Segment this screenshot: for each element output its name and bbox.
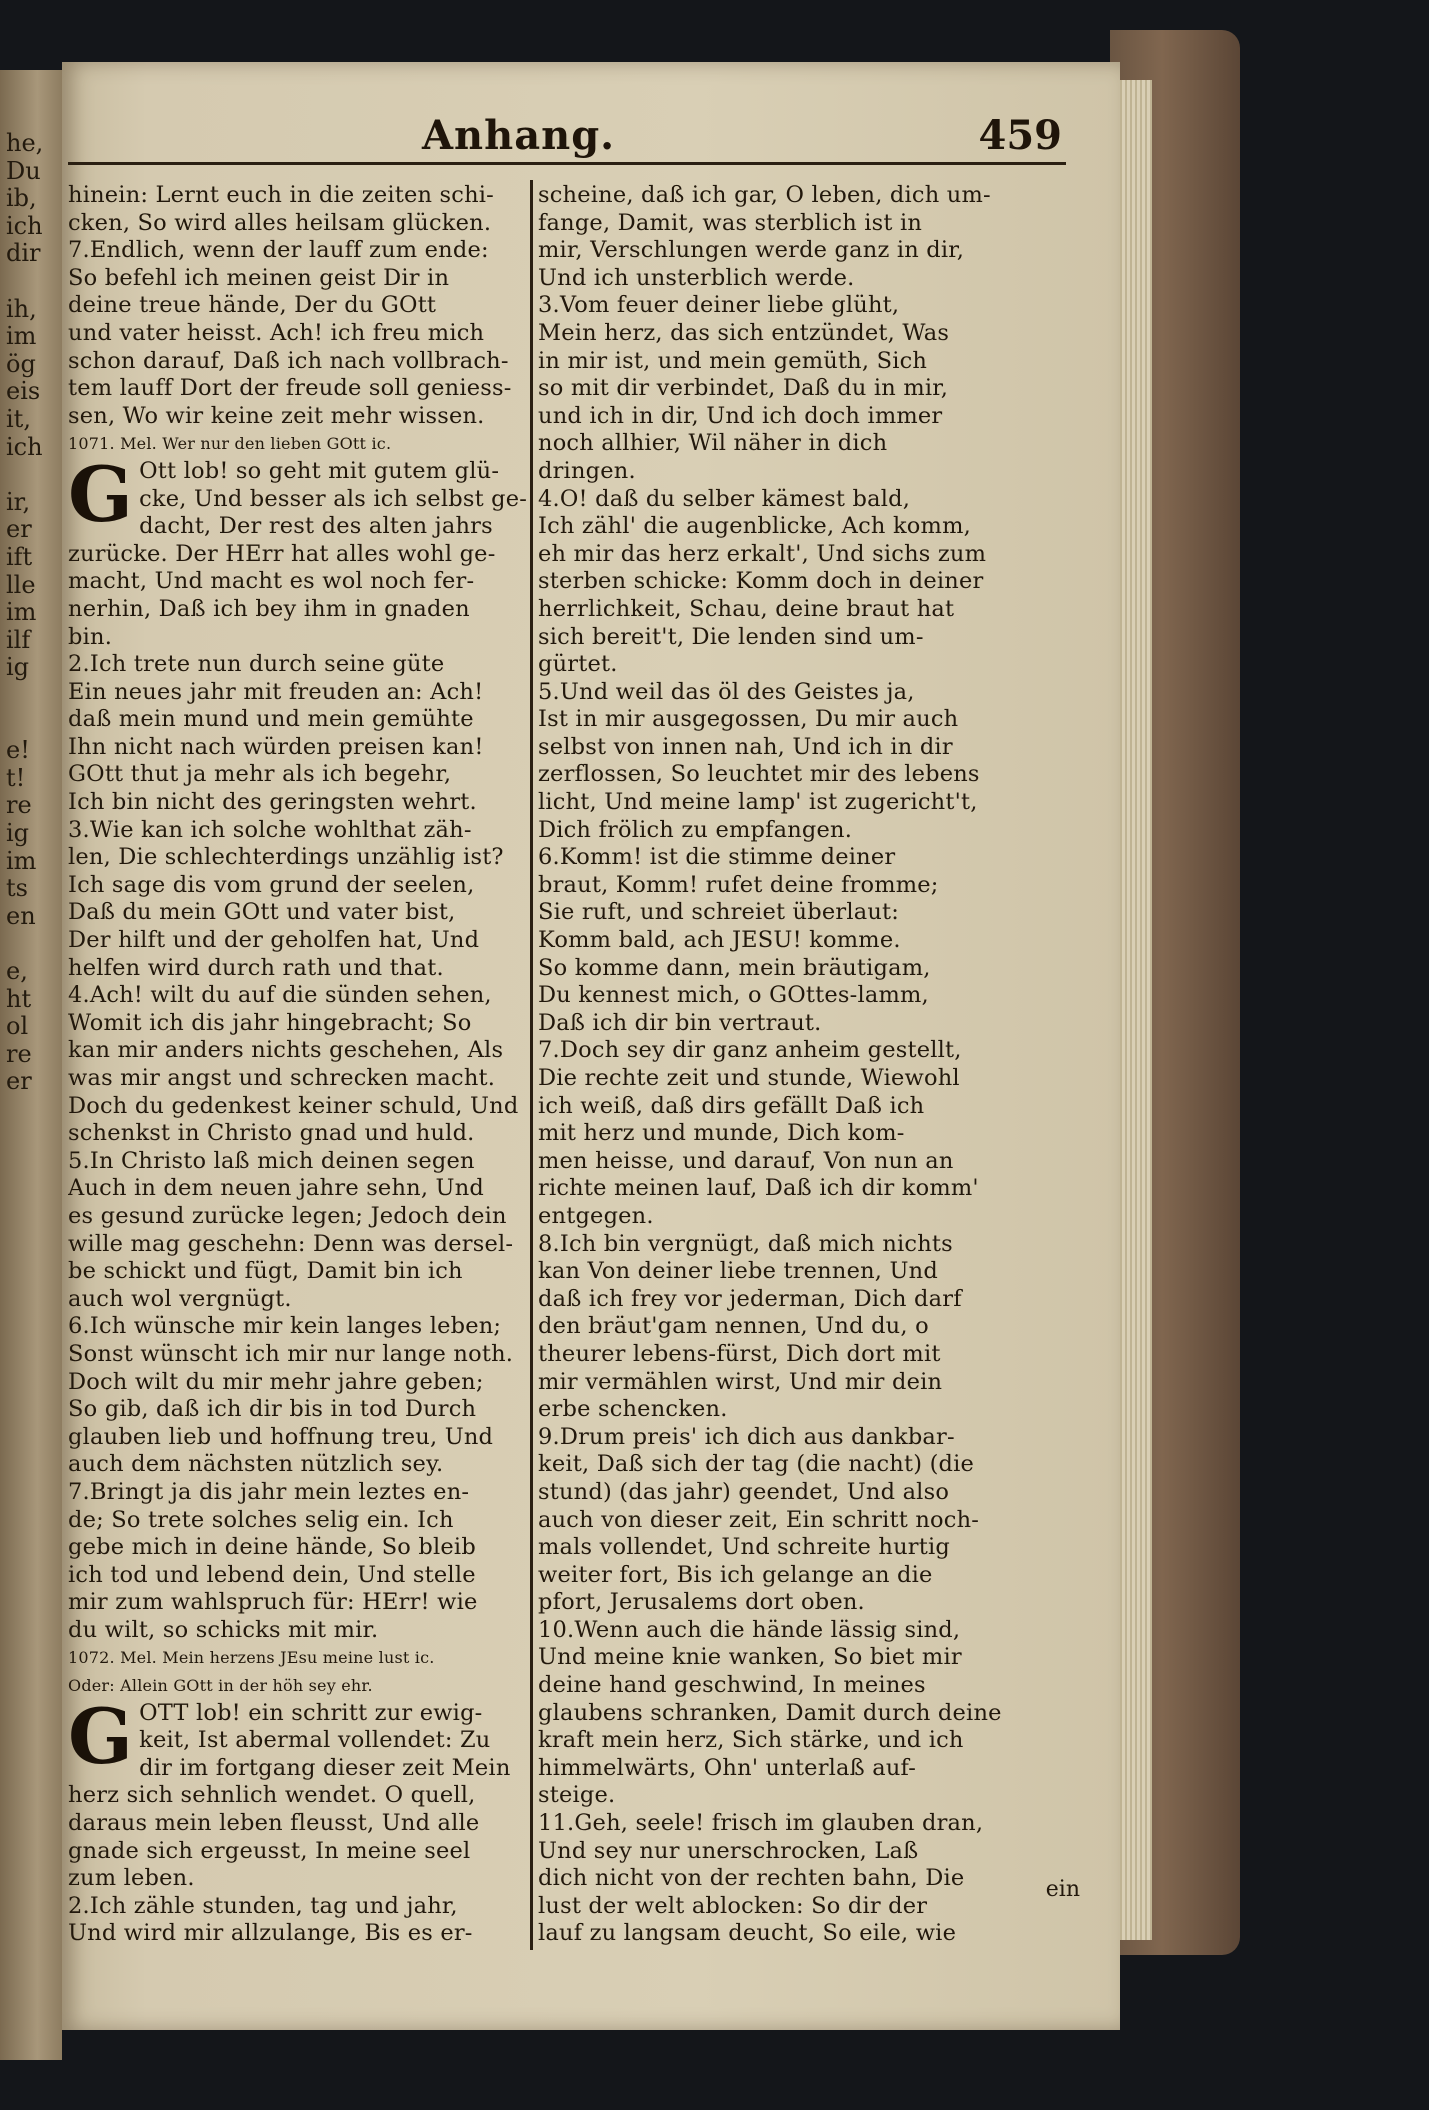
facing-page-fragment: ich xyxy=(6,433,43,461)
text-line: Womit ich dis jahr hingebracht; So xyxy=(68,1009,472,1036)
text-line: Ein neues jahr mit freuden an: Ach! xyxy=(68,678,484,705)
text-line: cken, So wird alles heilsam glücken. xyxy=(68,209,492,236)
text-line: sterben schicke: Komm doch in deiner xyxy=(538,568,984,595)
text-line: sich bereit't, Die lenden sind um- xyxy=(538,623,924,650)
text-line: auch wol vergnügt. xyxy=(68,1285,292,1312)
facing-page-fragment: ög xyxy=(6,350,36,378)
text-line: herrlichkeit, Schau, deine braut hat xyxy=(538,595,955,622)
right-column-text xyxy=(538,182,1078,1948)
text-line: Daß ich dir bin vertraut. xyxy=(538,1009,822,1036)
text-line: deine treue hände, Der du GOtt xyxy=(68,292,437,319)
facing-page-edge xyxy=(0,70,62,2060)
text-line: dringen. xyxy=(538,457,636,484)
text-line: licht, Und meine lamp' ist zugericht't, xyxy=(538,789,978,816)
facing-page-fragment: re xyxy=(6,792,32,820)
text-line: Dich frölich zu empfangen. xyxy=(538,816,853,843)
text-line: keit, Daß sich der tag (die nacht) (die xyxy=(538,1451,975,1478)
facing-page-fragment: ig xyxy=(6,654,30,682)
text-line: erbe schencken. xyxy=(538,1396,728,1423)
text-line: Ich bin nicht des geringsten wehrt. xyxy=(68,789,477,816)
text-line: stund) (das jahr) geendet, Und also xyxy=(538,1478,950,1505)
text-line: auch von dieser zeit, Ein schritt noch- xyxy=(538,1506,980,1533)
text-line: 7.Endlich, wenn der lauff zum ende: xyxy=(68,237,489,264)
running-header xyxy=(62,112,1102,172)
header-rule xyxy=(68,162,1066,165)
text-line: Daß du mein GOtt und vater bist, xyxy=(68,899,456,926)
text-line: Ich sage dis vom grund der seelen, xyxy=(68,871,475,898)
text-line: GOtt thut ja mehr als ich begehr, xyxy=(68,761,452,788)
facing-page-fragment: eis xyxy=(6,378,41,406)
facing-page-fragment: e, xyxy=(6,958,28,985)
text-line: Ich zähl' die augenblicke, Ach komm, xyxy=(538,513,971,540)
hymn-1072-initial-lines xyxy=(68,1691,528,1783)
text-line: de; So trete solches selig ein. Ich xyxy=(68,1506,454,1533)
hymn-1072-first-verse xyxy=(68,1691,528,1783)
left-column xyxy=(68,182,528,1948)
text-line: hinein: Lernt euch in die zeiten schi- xyxy=(68,182,494,208)
text-line: kan Von deiner liebe trennen, Und xyxy=(538,1258,938,1285)
drop-cap-initial: G xyxy=(68,1691,134,1781)
facing-page-fragment: lle xyxy=(6,571,36,599)
text-line: in mir ist, und mein gemüth, Sich xyxy=(538,347,928,374)
text-line: und ich in dir, Und ich doch immer xyxy=(538,402,943,429)
running-title: Anhang. xyxy=(422,112,616,159)
hymn-1071-initial-lines xyxy=(68,449,528,541)
facing-page-fragment: er xyxy=(6,1068,32,1096)
text-line: was mir angst und schrecken macht. xyxy=(68,1065,496,1091)
text-line: Und wird mir allzulange, Bis es er- xyxy=(68,1920,473,1947)
text-line: 8.Ich bin vergnügt, daß mich nichts xyxy=(538,1230,953,1257)
text-line: kan mir anders nichts geschehen, Als xyxy=(68,1037,504,1064)
facing-page-fragment: he, xyxy=(6,130,44,157)
text-line: noch allhier, Wil näher in dich xyxy=(538,430,888,457)
text-line: keit, Ist abermal vollendet: Zu xyxy=(139,1727,491,1754)
facing-page-fragment: ib, xyxy=(6,185,37,213)
text-line: Die rechte zeit und stunde, Wiewohl xyxy=(538,1065,960,1091)
facing-page-fragment: im xyxy=(6,599,37,627)
text-line: ich tod und lebend dein, Und stelle xyxy=(68,1561,476,1588)
text-line: macht, Und macht es wol noch fer- xyxy=(68,568,475,595)
text-line: 4.O! daß du selber kämest bald, xyxy=(538,485,911,512)
text-line: Ihn nicht nach würden preisen kan! xyxy=(68,733,484,760)
text-line: 5.Und weil das öl des Geistes ja, xyxy=(538,678,915,705)
hymn-subheading-1072: Oder: Allein GOtt in der höh sey ehr. xyxy=(68,1676,373,1696)
text-line: dich nicht von der rechten bahn, Die xyxy=(538,1865,965,1892)
text-line: zum leben. xyxy=(68,1865,195,1892)
text-line: gürtet. xyxy=(538,651,618,678)
text-line: helfen wird durch rath und that. xyxy=(68,954,444,981)
text-line: Ott lob! so geht mit gutem glü- xyxy=(139,457,500,484)
text-line: daß ich frey vor jederman, Dich darf xyxy=(538,1285,962,1312)
hymn-heading-1072: 1072. Mel. Mein herzens JEsu meine lust ic. xyxy=(68,1648,435,1668)
text-line: 3.Vom feuer deiner liebe glüht, xyxy=(538,292,900,319)
text-line: Sie ruft, und schreiet überlaut: xyxy=(538,899,900,926)
left-column-opening-lines xyxy=(68,182,528,430)
text-line: 5.In Christo laß mich deinen segen xyxy=(68,1147,475,1174)
text-line: zurücke. Der HErr hat alles wohl ge- xyxy=(68,540,496,567)
text-line: schon darauf, Daß ich nach vollbrach- xyxy=(68,347,509,374)
facing-page-fragment: im xyxy=(6,847,37,875)
text-line: Und sey nur unerschrocken, Laß xyxy=(538,1837,919,1864)
facing-page-fragment: dir xyxy=(6,240,41,268)
text-line: herz sich sehnlich wendet. O quell, xyxy=(68,1782,476,1809)
text-line: 6.Ich wünsche mir kein langes leben; xyxy=(68,1313,502,1340)
text-line: und vater heisst. Ach! ich freu mich xyxy=(68,319,485,346)
facing-page-fragment: it, xyxy=(6,406,31,433)
text-line: pfort, Jerusalems dort oben. xyxy=(538,1589,865,1616)
text-line: Du kennest mich, o GOttes-lamm, xyxy=(538,982,929,1009)
text-line: auch dem nächsten nützlich sey. xyxy=(68,1451,444,1478)
text-line: Komm bald, ach JESU! komme. xyxy=(538,927,901,954)
text-line: entgegen. xyxy=(538,1202,654,1229)
book-page xyxy=(62,62,1120,2030)
text-line: 4.Ach! wilt du auf die sünden sehen, xyxy=(68,982,492,1009)
text-line: OTT lob! ein schritt zur ewig- xyxy=(139,1699,483,1726)
catchword: ein xyxy=(1045,1877,1080,1902)
facing-page-fragment: t! xyxy=(6,764,26,792)
text-line: 7.Doch sey dir ganz anheim gestellt, xyxy=(538,1037,962,1064)
text-line: bin. xyxy=(68,623,113,650)
text-line: lauf zu langsam deucht, So eile, wie xyxy=(538,1920,957,1947)
text-line: lust der welt ablocken: So dir der xyxy=(538,1892,928,1919)
text-line: mir vermählen wirst, Und mir dein xyxy=(538,1368,943,1395)
text-line: mit herz und munde, Dich kom- xyxy=(538,1120,905,1147)
text-line: weiter fort, Bis ich gelange an die xyxy=(538,1561,933,1588)
text-line: glauben lieb und hoffnung treu, Und xyxy=(68,1423,494,1450)
text-line: daraus mein leben fleusst, Und alle xyxy=(68,1810,480,1837)
text-line: Der hilft und der geholfen hat, Und xyxy=(68,927,480,954)
text-line: gebe mich in deine hände, So bleib xyxy=(68,1534,476,1561)
text-line: mals vollendet, Und schreite hurtig xyxy=(538,1534,950,1561)
text-line: 9.Drum preis' ich dich aus dankbar- xyxy=(538,1423,955,1450)
facing-page-fragment: ht xyxy=(6,985,32,1013)
text-line: glaubens schranken, Damit durch deine xyxy=(538,1699,1002,1726)
facing-page-fragment: en xyxy=(6,902,36,930)
text-line: cke, Und besser als ich selbst ge- xyxy=(139,485,528,512)
right-column xyxy=(538,182,1078,1948)
text-line: Und meine knie wanken, So biet mir xyxy=(538,1644,962,1671)
text-line: nerhin, Daß ich bey ihm in gnaden xyxy=(68,595,470,622)
text-line: Doch wilt du mir mehr jahre geben; xyxy=(68,1368,484,1395)
text-line: kraft mein herz, Sich stärke, und ich xyxy=(538,1727,964,1754)
text-line: Sonst wünscht ich mir nur lange noth. xyxy=(68,1340,514,1367)
facing-page-fragment: ol xyxy=(6,1013,29,1041)
facing-page-fragment: ts xyxy=(6,875,28,903)
text-line: scheine, daß ich gar, O leben, dich um- xyxy=(538,182,991,208)
text-line: 3.Wie kan ich solche wohlthat zäh- xyxy=(68,816,472,843)
text-line: len, Die schlechterdings unzählig ist? xyxy=(68,844,504,871)
text-line: gnade sich ergeusst, In meine seel xyxy=(68,1837,471,1864)
text-line: 2.Ich zähle stunden, tag und jahr, xyxy=(68,1892,458,1919)
text-line: schenkst in Christo gnad und huld. xyxy=(68,1120,475,1147)
facing-page-fragment: ir, xyxy=(6,488,31,516)
text-line: 6.Komm! ist die stimme deiner xyxy=(538,844,896,871)
text-line: tem lauff Dort der freude soll geniess- xyxy=(68,375,512,402)
text-line: men heisse, und darauf, Von nun an xyxy=(538,1147,954,1174)
hymn-1071-text xyxy=(68,541,528,1645)
text-line: 10.Wenn auch die hände lässig sind, xyxy=(538,1616,961,1643)
text-line: mir, Verschlungen werde ganz in dir, xyxy=(538,237,965,264)
facing-page-fragment: ilf xyxy=(6,626,31,654)
hymn-heading-1071: 1071. Mel. Wer nur den lieben GOtt ic. xyxy=(68,434,392,454)
text-line: So befehl ich meinen geist Dir in xyxy=(68,264,450,291)
text-line: selbst von innen nah, Und ich in dir xyxy=(538,733,953,760)
text-line: richte meinen lauf, Daß ich dir komm' xyxy=(538,1175,979,1202)
facing-page-fragment: im xyxy=(6,323,37,351)
text-line: fange, Damit, was sterblich ist in xyxy=(538,209,923,236)
hymn-1072-text xyxy=(68,1782,528,1948)
text-line: 7.Bringt ja dis jahr mein leztes en- xyxy=(68,1478,470,1505)
facing-page-fragment: re xyxy=(6,1040,32,1068)
text-line: du wilt, so schicks mit mir. xyxy=(68,1616,379,1643)
text-line: So komme dann, mein bräutigam, xyxy=(538,954,931,981)
page-number: 459 xyxy=(978,112,1062,159)
text-line: steige. xyxy=(538,1782,616,1809)
text-line: himmelwärts, Ohn' unterlaß auf- xyxy=(538,1754,917,1781)
text-line: Doch du gedenkest keiner schuld, Und xyxy=(68,1092,519,1119)
facing-page-fragment: e! xyxy=(6,737,30,765)
text-line: Auch in dem neuen jahre sehn, Und xyxy=(68,1175,484,1202)
facing-page-fragment: ich xyxy=(6,212,43,240)
hymn-1071-first-verse xyxy=(68,449,528,541)
text-line: Und ich unsterblich werde. xyxy=(538,264,855,291)
text-line: 2.Ich trete nun durch seine güte xyxy=(68,651,445,678)
text-line: dacht, Der rest des alten jahrs xyxy=(139,513,493,540)
text-line: eh mir das herz erkalt', Und sichs zum xyxy=(538,540,987,567)
facing-page-fragment: ih, xyxy=(6,295,37,323)
text-line: theurer lebens-fürst, Dich dort mit xyxy=(538,1340,941,1367)
facing-page-fragment: ift xyxy=(6,544,33,571)
text-line: den bräut'gam nennen, Und du, o xyxy=(538,1313,929,1340)
column-divider xyxy=(530,180,533,1950)
text-line: dir im fortgang dieser zeit Mein xyxy=(139,1754,511,1781)
text-line: mir zum wahlspruch für: HErr! wie xyxy=(68,1589,478,1616)
facing-page-fragment: ig xyxy=(6,820,30,847)
text-line: So gib, daß ich dir bis in tod Durch xyxy=(68,1396,477,1423)
text-line: 11.Geh, seele! frisch im glauben dran, xyxy=(538,1810,984,1837)
text-line: wille mag geschehn: Denn was dersel- xyxy=(68,1230,514,1257)
text-line: es gesund zurücke legen; Jedoch dein xyxy=(68,1202,507,1229)
text-line: Ist in mir ausgegossen, Du mir auch xyxy=(538,706,959,733)
text-line: ich weiß, daß dirs gefällt Daß ich xyxy=(538,1092,925,1119)
facing-page-fragment: Du xyxy=(6,157,41,185)
facing-page-fragment: er xyxy=(6,516,32,544)
text-line: zerflossen, So leuchtet mir des lebens xyxy=(538,761,980,788)
text-line: daß mein mund und mein gemühte xyxy=(68,706,474,733)
drop-cap-initial: G xyxy=(68,449,134,539)
text-line: braut, Komm! rufet deine fromme; xyxy=(538,871,939,898)
text-line: so mit dir verbindet, Daß du in mir, xyxy=(538,375,949,402)
text-line: sen, Wo wir keine zeit mehr wissen. xyxy=(68,402,485,429)
text-line: be schickt und fügt, Damit bin ich xyxy=(68,1258,463,1285)
text-line: Mein herz, das sich entzündet, Was xyxy=(538,319,950,346)
text-line: deine hand geschwind, In meines xyxy=(538,1672,926,1699)
